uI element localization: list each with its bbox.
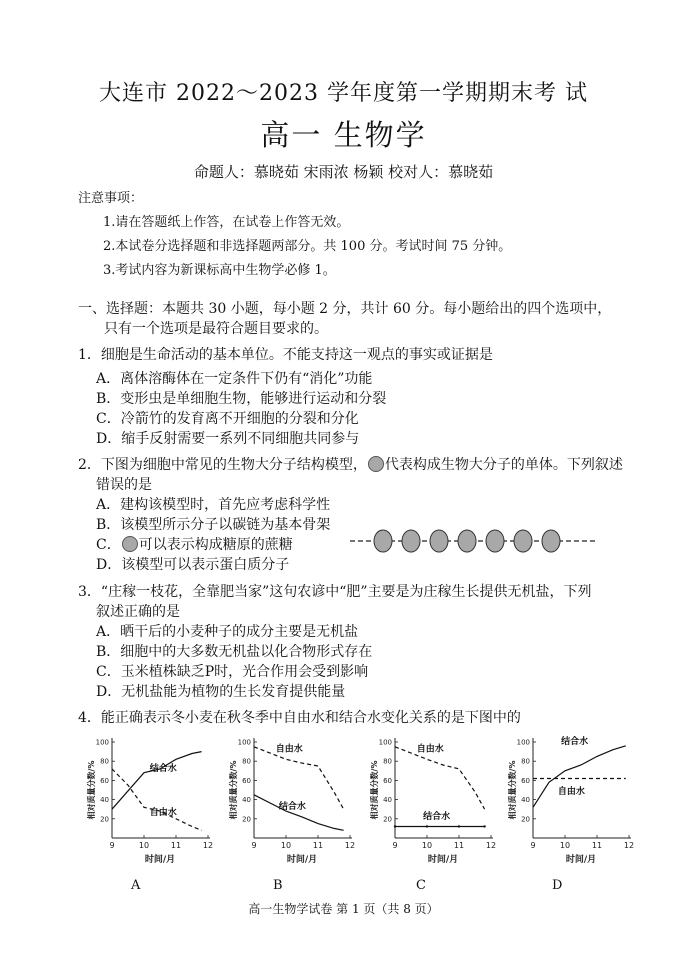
y-tick-label: 20 <box>242 815 251 824</box>
series-label: 自由水 <box>557 786 585 797</box>
q2-option-c-label: C． <box>96 537 121 553</box>
x-axis-label: 时间/月 <box>427 855 459 865</box>
q2-option-a: A．建构该模型时，首先应考虑科学性 <box>96 497 331 513</box>
x-tick-label: 9 <box>392 841 398 850</box>
y-tick-label: 100 <box>95 738 109 747</box>
series-label: 结合水 <box>149 763 177 774</box>
x-tick-label: 10 <box>280 841 292 850</box>
q3-option-b: B．细胞中的大多数无机盐以化合物形式存在 <box>96 644 373 660</box>
y-axis-label: 相对质量分数/% <box>87 760 96 820</box>
q2-option-b: B．该模型所示分子以碳链为基本骨架 <box>96 517 331 533</box>
question-3-stem: 3．“庄稼一枝花，全靠肥当家”这句农谚中“肥”主要是为庄稼生长提供无机盐，下列 <box>78 584 592 600</box>
x-tick-label: 12 <box>485 841 497 850</box>
y-axis-label: 相对质量分数/% <box>229 760 238 820</box>
chart-b-label: B <box>273 878 283 893</box>
q3-option-a: A．晒干后的小麦种子的成分主要是无机盐 <box>96 624 359 640</box>
y-tick-label: 100 <box>516 738 530 747</box>
y-tick-label: 60 <box>242 776 251 785</box>
x-tick-label: 10 <box>421 841 433 850</box>
question-2-stem <box>78 454 623 474</box>
series-line-bound-water <box>112 752 202 810</box>
y-tick-label: 80 <box>100 757 109 766</box>
notes-item: 1.请在答题纸上作答，在试卷上作答无效。 <box>103 215 350 230</box>
data-point <box>426 825 428 827</box>
y-tick-label: 20 <box>100 815 109 824</box>
x-tick-label: 11 <box>170 841 182 850</box>
q2-option-c-text: 可以表示构成糖原的蔗糖 <box>138 537 293 553</box>
chart-c-label: C <box>416 878 426 893</box>
chart-a-label: A <box>131 878 141 893</box>
section-heading-cont: 只有一个选项是最符合题目要求的。 <box>104 321 328 337</box>
chart-panel-b <box>218 732 358 872</box>
x-tick-label: 10 <box>138 841 150 850</box>
x-axis-label: 时间/月 <box>286 855 318 865</box>
monomer-circle-icon <box>514 530 532 552</box>
x-tick-label: 12 <box>344 841 356 850</box>
notes-heading: 注意事项： <box>78 191 144 206</box>
chart-a <box>76 732 216 868</box>
q3-option-c: C．玉米植株缺乏P时，光合作用会受到影响 <box>96 664 369 680</box>
monomer-circle-icon <box>458 530 476 552</box>
x-tick-label: 11 <box>591 841 603 850</box>
q1-option-a: A．离体溶酶体在一定条件下仍有“消化”功能 <box>96 371 373 387</box>
y-axis-label: 相对质量分数/% <box>370 760 379 820</box>
y-axis-label: 相对质量分数/% <box>508 760 517 820</box>
series-label: 自由水 <box>149 807 177 818</box>
x-tick-label: 12 <box>202 841 214 850</box>
x-axis-label: 时间/月 <box>144 855 176 865</box>
y-tick-label: 40 <box>521 796 530 805</box>
page-footer: 高一生物学试卷 第 1 页（共 8 页） <box>248 902 439 916</box>
series-label: 自由水 <box>416 744 444 755</box>
monomer-circle-icon <box>402 530 420 552</box>
authors-line: 命题人：慕晓茹 宋雨浓 杨颖 校对人：慕晓茹 <box>193 163 494 181</box>
q2-stem-cont: 错误的是 <box>96 477 152 493</box>
monomer-circle-icon <box>368 456 384 472</box>
x-tick-label: 10 <box>559 841 571 850</box>
x-tick-label: 9 <box>251 841 257 850</box>
series-line-bound-water <box>533 746 626 808</box>
series-line-free-water <box>112 769 202 830</box>
q2-option-c <box>96 534 293 554</box>
chart-b <box>218 732 358 868</box>
monomer-circle-icon <box>374 530 392 552</box>
series-line-free-water <box>395 747 485 809</box>
chart-panel-d <box>497 732 637 872</box>
data-point <box>394 825 396 827</box>
q1-option-c: C．冷箭竹的发育离不开细胞的分裂和分化 <box>96 411 359 427</box>
q2-stem-part-b: 代表构成生物大分子的单体。下列叙述 <box>384 457 623 473</box>
x-tick-label: 9 <box>530 841 536 850</box>
y-tick-label: 40 <box>383 796 392 805</box>
y-tick-label: 20 <box>383 815 392 824</box>
question-4-stem: 4．能正确表示冬小麦在秋冬季中自由水和结合水变化关系的是下图中的 <box>78 710 521 726</box>
y-tick-label: 80 <box>242 757 251 766</box>
y-tick-label: 60 <box>100 776 109 785</box>
monomer-circle-icon <box>122 536 138 552</box>
series-label: 自由水 <box>275 744 303 755</box>
q1-option-d: D．缩手反射需要一系列不同细胞共同参与 <box>96 431 360 447</box>
series-label: 结合水 <box>278 802 306 813</box>
section-heading: 一、选择题：本题共 30 小题，每小题 2 分，共计 60 分。每小题给出的四个选项中， <box>78 301 612 317</box>
x-tick-label: 11 <box>312 841 324 850</box>
exam-title: 大连市 2022～2023 学年度第一学期期末考 试 <box>99 81 588 106</box>
y-tick-label: 80 <box>383 757 392 766</box>
y-tick-label: 60 <box>383 776 392 785</box>
q2-option-d: D．该模型可以表示蛋白质分子 <box>96 557 290 573</box>
chart-panel-a <box>76 732 216 872</box>
chart-d-label: D <box>552 878 563 893</box>
x-axis-label: 时间/月 <box>565 855 597 865</box>
q1-option-b: B．变形虫是单细胞生物，能够进行运动和分裂 <box>96 391 387 407</box>
data-point <box>483 825 485 827</box>
subject-title: 高一 生物学 <box>260 118 427 152</box>
y-tick-label: 40 <box>100 796 109 805</box>
q3-stem-cont: 叙述正确的是 <box>96 604 180 620</box>
chart-c <box>359 732 499 868</box>
chart-d <box>497 732 637 868</box>
monomer-circle-icon <box>486 530 504 552</box>
macromolecule-model-diagram <box>348 528 598 554</box>
y-tick-label: 60 <box>521 776 530 785</box>
x-tick-label: 11 <box>453 841 465 850</box>
x-tick-label: 9 <box>109 841 115 850</box>
chart-panel-c <box>359 732 499 872</box>
notes-item: 3.考试内容为新课标高中生物学必修 1。 <box>103 263 336 278</box>
y-tick-label: 100 <box>237 738 251 747</box>
series-label: 结合水 <box>561 736 589 747</box>
series-line-bound-water <box>254 795 344 831</box>
q3-option-d: D．无机盐能为植物的生长发育提供能量 <box>96 684 346 700</box>
series-line-free-water <box>254 747 344 809</box>
data-point <box>458 825 460 827</box>
x-tick-label: 12 <box>623 841 635 850</box>
question-1-stem: 1．细胞是生命活动的基本单位。不能支持这一观点的事实或证据是 <box>78 347 493 363</box>
y-tick-label: 100 <box>378 738 392 747</box>
q2-stem-part-a: 2．下图为细胞中常见的生物大分子结构模型， <box>78 457 367 473</box>
y-tick-label: 80 <box>521 757 530 766</box>
monomer-circle-icon <box>430 530 448 552</box>
y-tick-label: 20 <box>521 815 530 824</box>
monomer-circle-icon <box>542 530 560 552</box>
y-tick-label: 40 <box>242 796 251 805</box>
notes-item: 2.本试卷分选择题和非选择题两部分。共 100 分。考试时间 75 分钟。 <box>103 239 512 254</box>
series-label: 结合水 <box>423 811 451 822</box>
